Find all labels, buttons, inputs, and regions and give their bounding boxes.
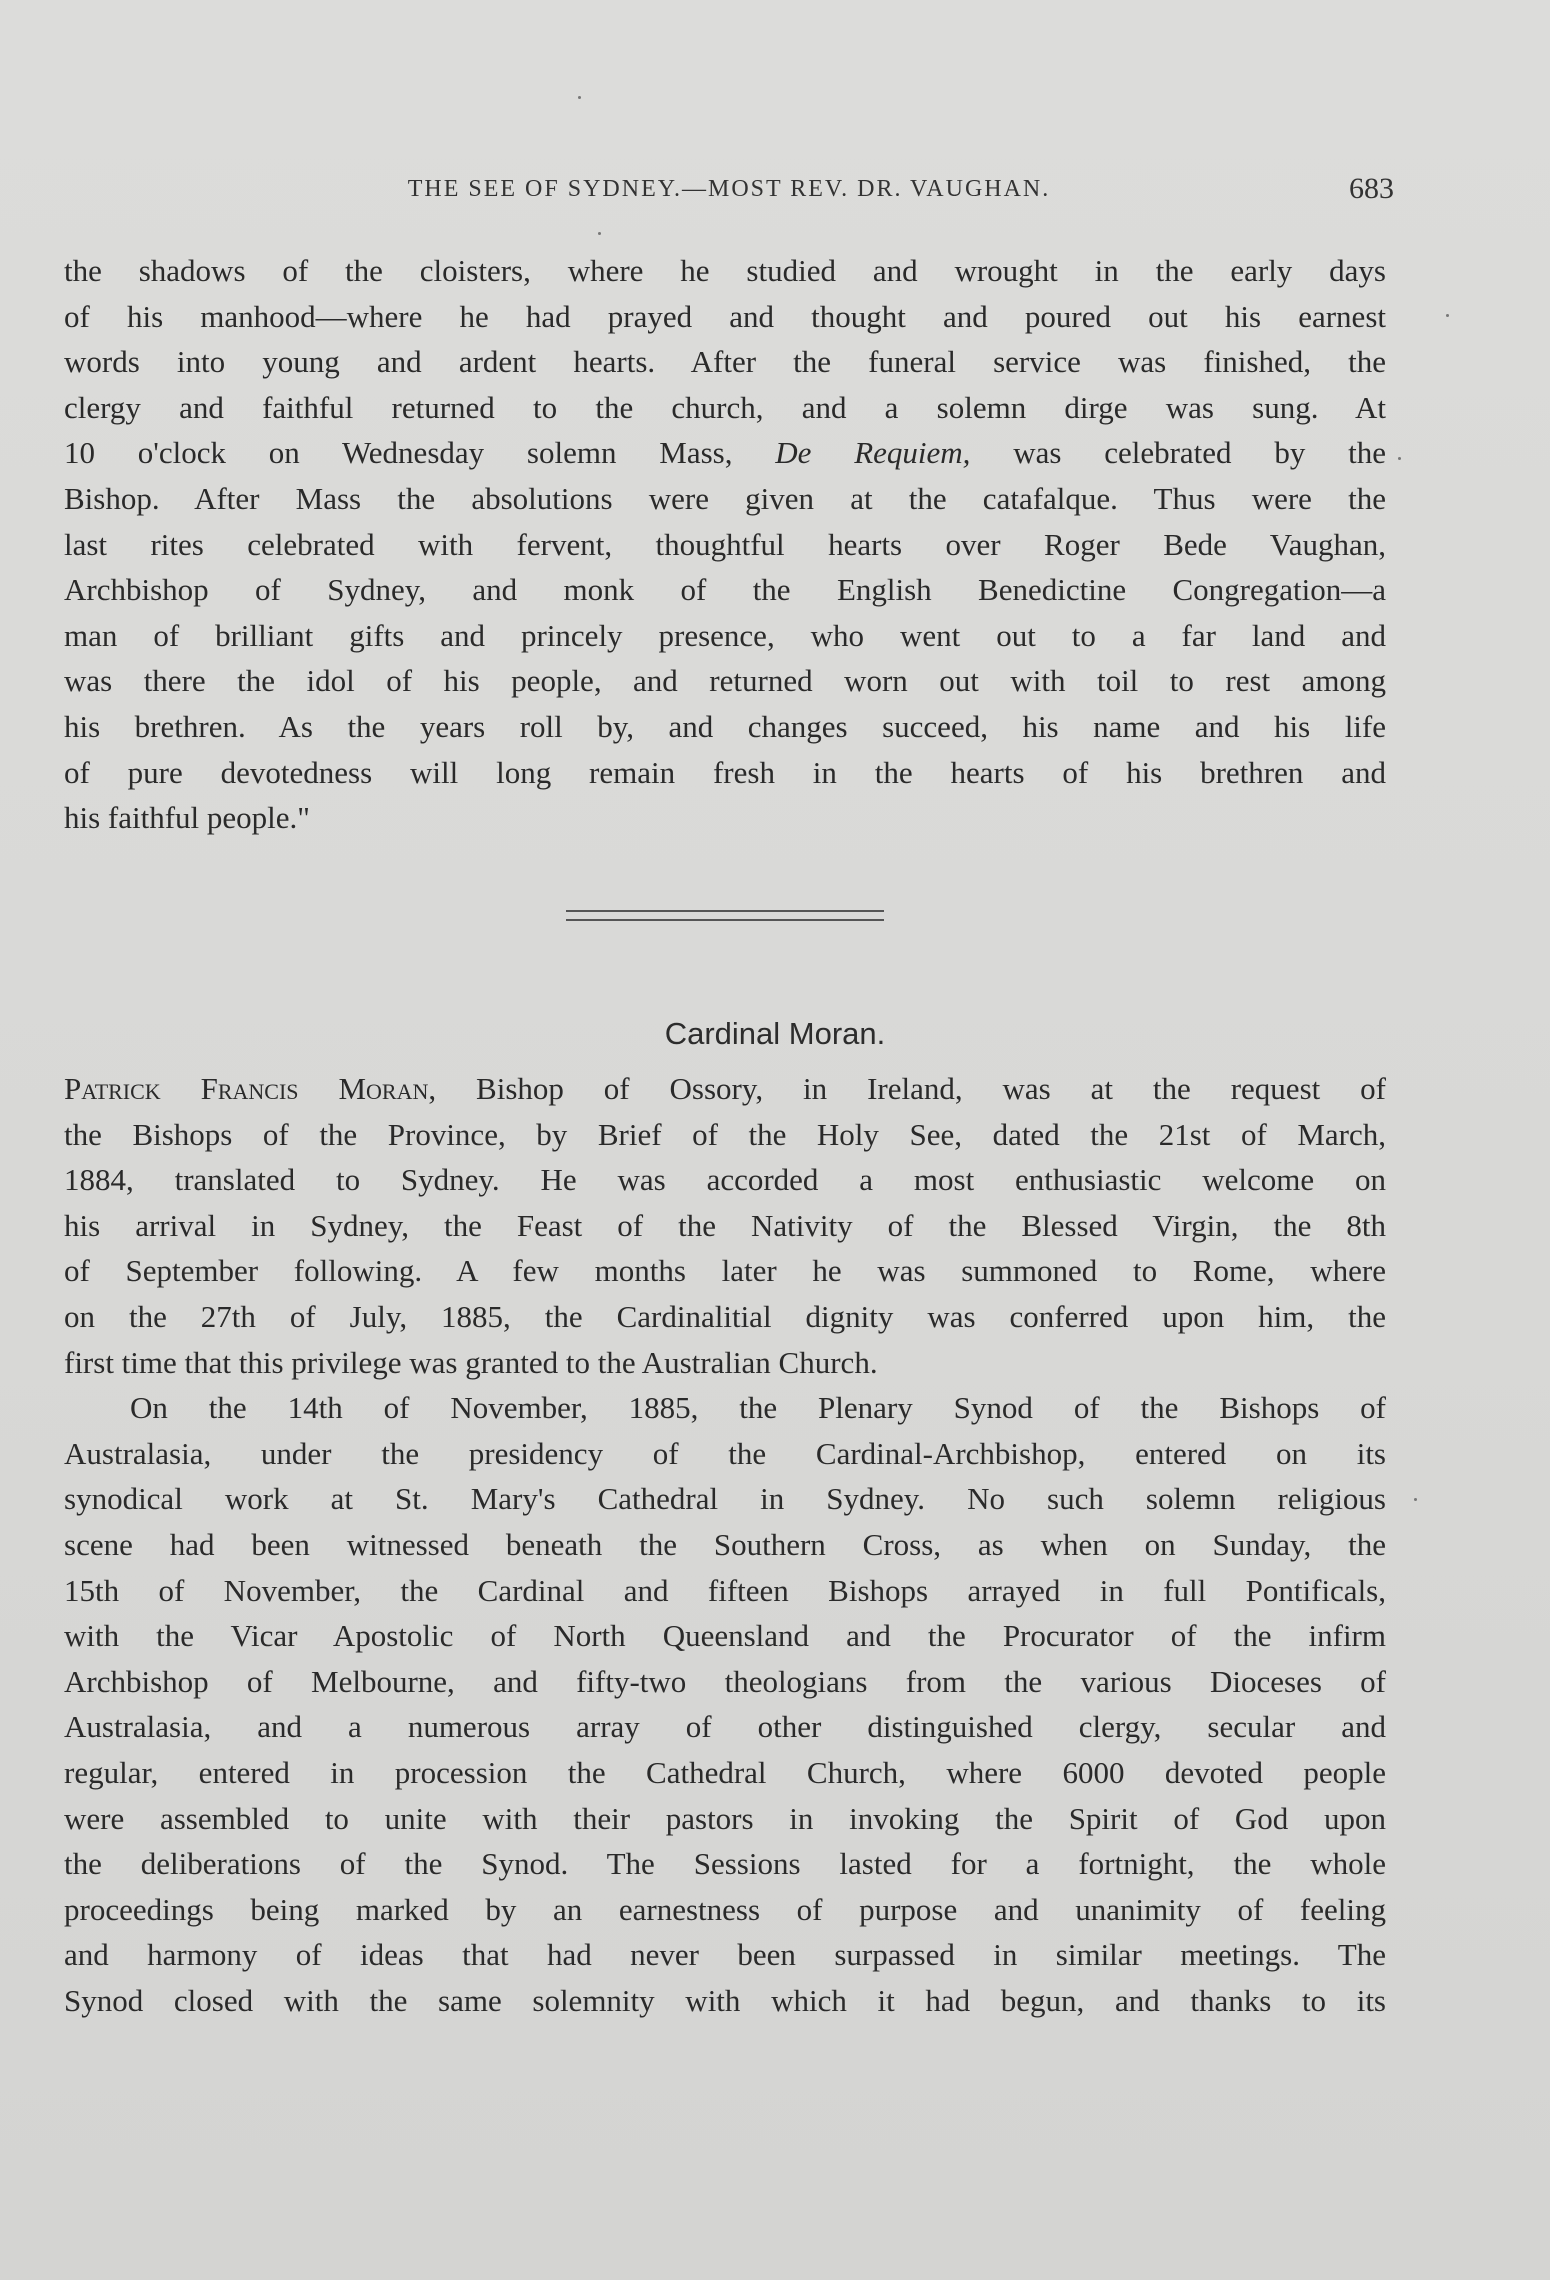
text-line: the Bishops of the Province, by Brief of the Holy See, dated the 21st of March, [64, 1116, 1386, 1152]
text-line: the shadows of the cloisters, where he studied and wrought in the early days [64, 253, 1386, 288]
name-small-caps: Patrick Francis Moran, [64, 1071, 437, 1106]
text-line: clergy and faithful returned to the church, and a solemn dirge was sung. At [64, 389, 1386, 425]
text-line: 1884, translated to Sydney. He was accorded a most enthusiastic welcome on [64, 1162, 1386, 1198]
text-line: Synod closed with the same solemnity with which it had begun, and thanks to its [64, 1982, 1386, 2018]
text-line: his brethren. As the years roll by, and changes succeed, his name and his life [64, 708, 1386, 744]
text-fragment: 10 o'clock on Wednesday solemn Mass, [64, 435, 733, 471]
print-speck [578, 96, 581, 99]
text-line [64, 430, 1386, 476]
text-line: on the 27th of July, 1885, the Cardinalitial dignity was conferred upon him, the [64, 1298, 1386, 1334]
text-line: was there the idol of his people, and returned worn out with toil to rest among [64, 663, 1386, 699]
text-line: and harmony of ideas that had never been surpassed in similar meetings. The [64, 1937, 1386, 1973]
text-line: Bishop. After Mass the absolutions were given at the catafalque. Thus were the [64, 480, 1386, 516]
text-line: Australasia, and a numerous array of other distinguished clergy, secular and [64, 1709, 1386, 1745]
text-line [64, 1066, 1386, 1112]
text-line: Archbishop of Sydney, and monk of the English Benedictine Congregation—a [64, 572, 1386, 608]
text-line: words into young and ardent hearts. After the funeral service was finished, the [64, 344, 1386, 380]
text-line: regular, entered in procession the Cathedral Church, where 6000 devoted people [64, 1754, 1386, 1790]
section-heading: Cardinal Moran. [664, 1016, 886, 1051]
running-title: THE SEE OF SYDNEY.—MOST REV. DR. VAUGHAN. [407, 176, 1051, 202]
text-line: man of brilliant gifts and princely presence, who went out to a far land and [64, 617, 1386, 653]
print-speck [1446, 314, 1449, 317]
section-divider [566, 910, 884, 921]
text-line: were assembled to unite with their pastors in invoking the Spirit of God upon [64, 1800, 1386, 1836]
closing-paragraph [64, 248, 1386, 841]
text-line: proceedings being marked by an earnestness of purpose and unanimity of feeling [64, 1891, 1386, 1927]
print-speck [1414, 1498, 1417, 1501]
text-line: On the 14th of November, 1885, the Plenary Synod of the Bishops of [130, 1390, 1386, 1426]
text-line: the deliberations of the Synod. The Sessions lasted for a fortnight, the whole [64, 1846, 1386, 1882]
running-head [64, 172, 1394, 216]
italic-phrase: De Requiem, [775, 435, 971, 471]
text-line: synodical work at St. Mary's Cathedral in Sydney. No such solemn religious [64, 1481, 1386, 1517]
text-line: 15th of November, the Cardinal and fifteen Bishops arrayed in full Pontificals, [64, 1572, 1386, 1608]
text-line: last rites celebrated with fervent, thoughtful hearts over Roger Bede Vaughan, [64, 526, 1386, 562]
print-speck [1398, 457, 1401, 460]
text-line: his faithful people." [64, 800, 310, 836]
page-number: 683 [1349, 172, 1394, 205]
text-line: scene had been witnessed beneath the Southern Cross, as when on Sunday, the [64, 1526, 1386, 1562]
text-line: of pure devotedness will long remain fresh in the hearts of his brethren and [64, 754, 1386, 790]
text-line: Archbishop of Melbourne, and fifty-two theologians from the various Dioceses of [64, 1663, 1386, 1699]
print-speck [598, 232, 601, 235]
text-line: his arrival in Sydney, the Feast of the Nativity of the Blessed Virgin, the 8th [64, 1207, 1386, 1243]
text-line: Australasia, under the presidency of the Cardinal-Archbishop, entered on its [64, 1435, 1386, 1471]
text-line: of his manhood—where he had prayed and thought and poured out his earnest [64, 298, 1386, 334]
text-fragment: Bishop of Ossory, in Ireland, was at the request of [476, 1071, 1386, 1106]
text-line: first time that this privilege was granted to the Australian Church. [64, 1344, 878, 1380]
text-fragment: was celebrated by the [1013, 435, 1386, 471]
text-line: with the Vicar Apostolic of North Queensland and the Procurator of the infirm [64, 1618, 1386, 1654]
moran-paragraph-1 [64, 1066, 1386, 2023]
text-line: of September following. A few months later he was summoned to Rome, where [64, 1253, 1386, 1289]
